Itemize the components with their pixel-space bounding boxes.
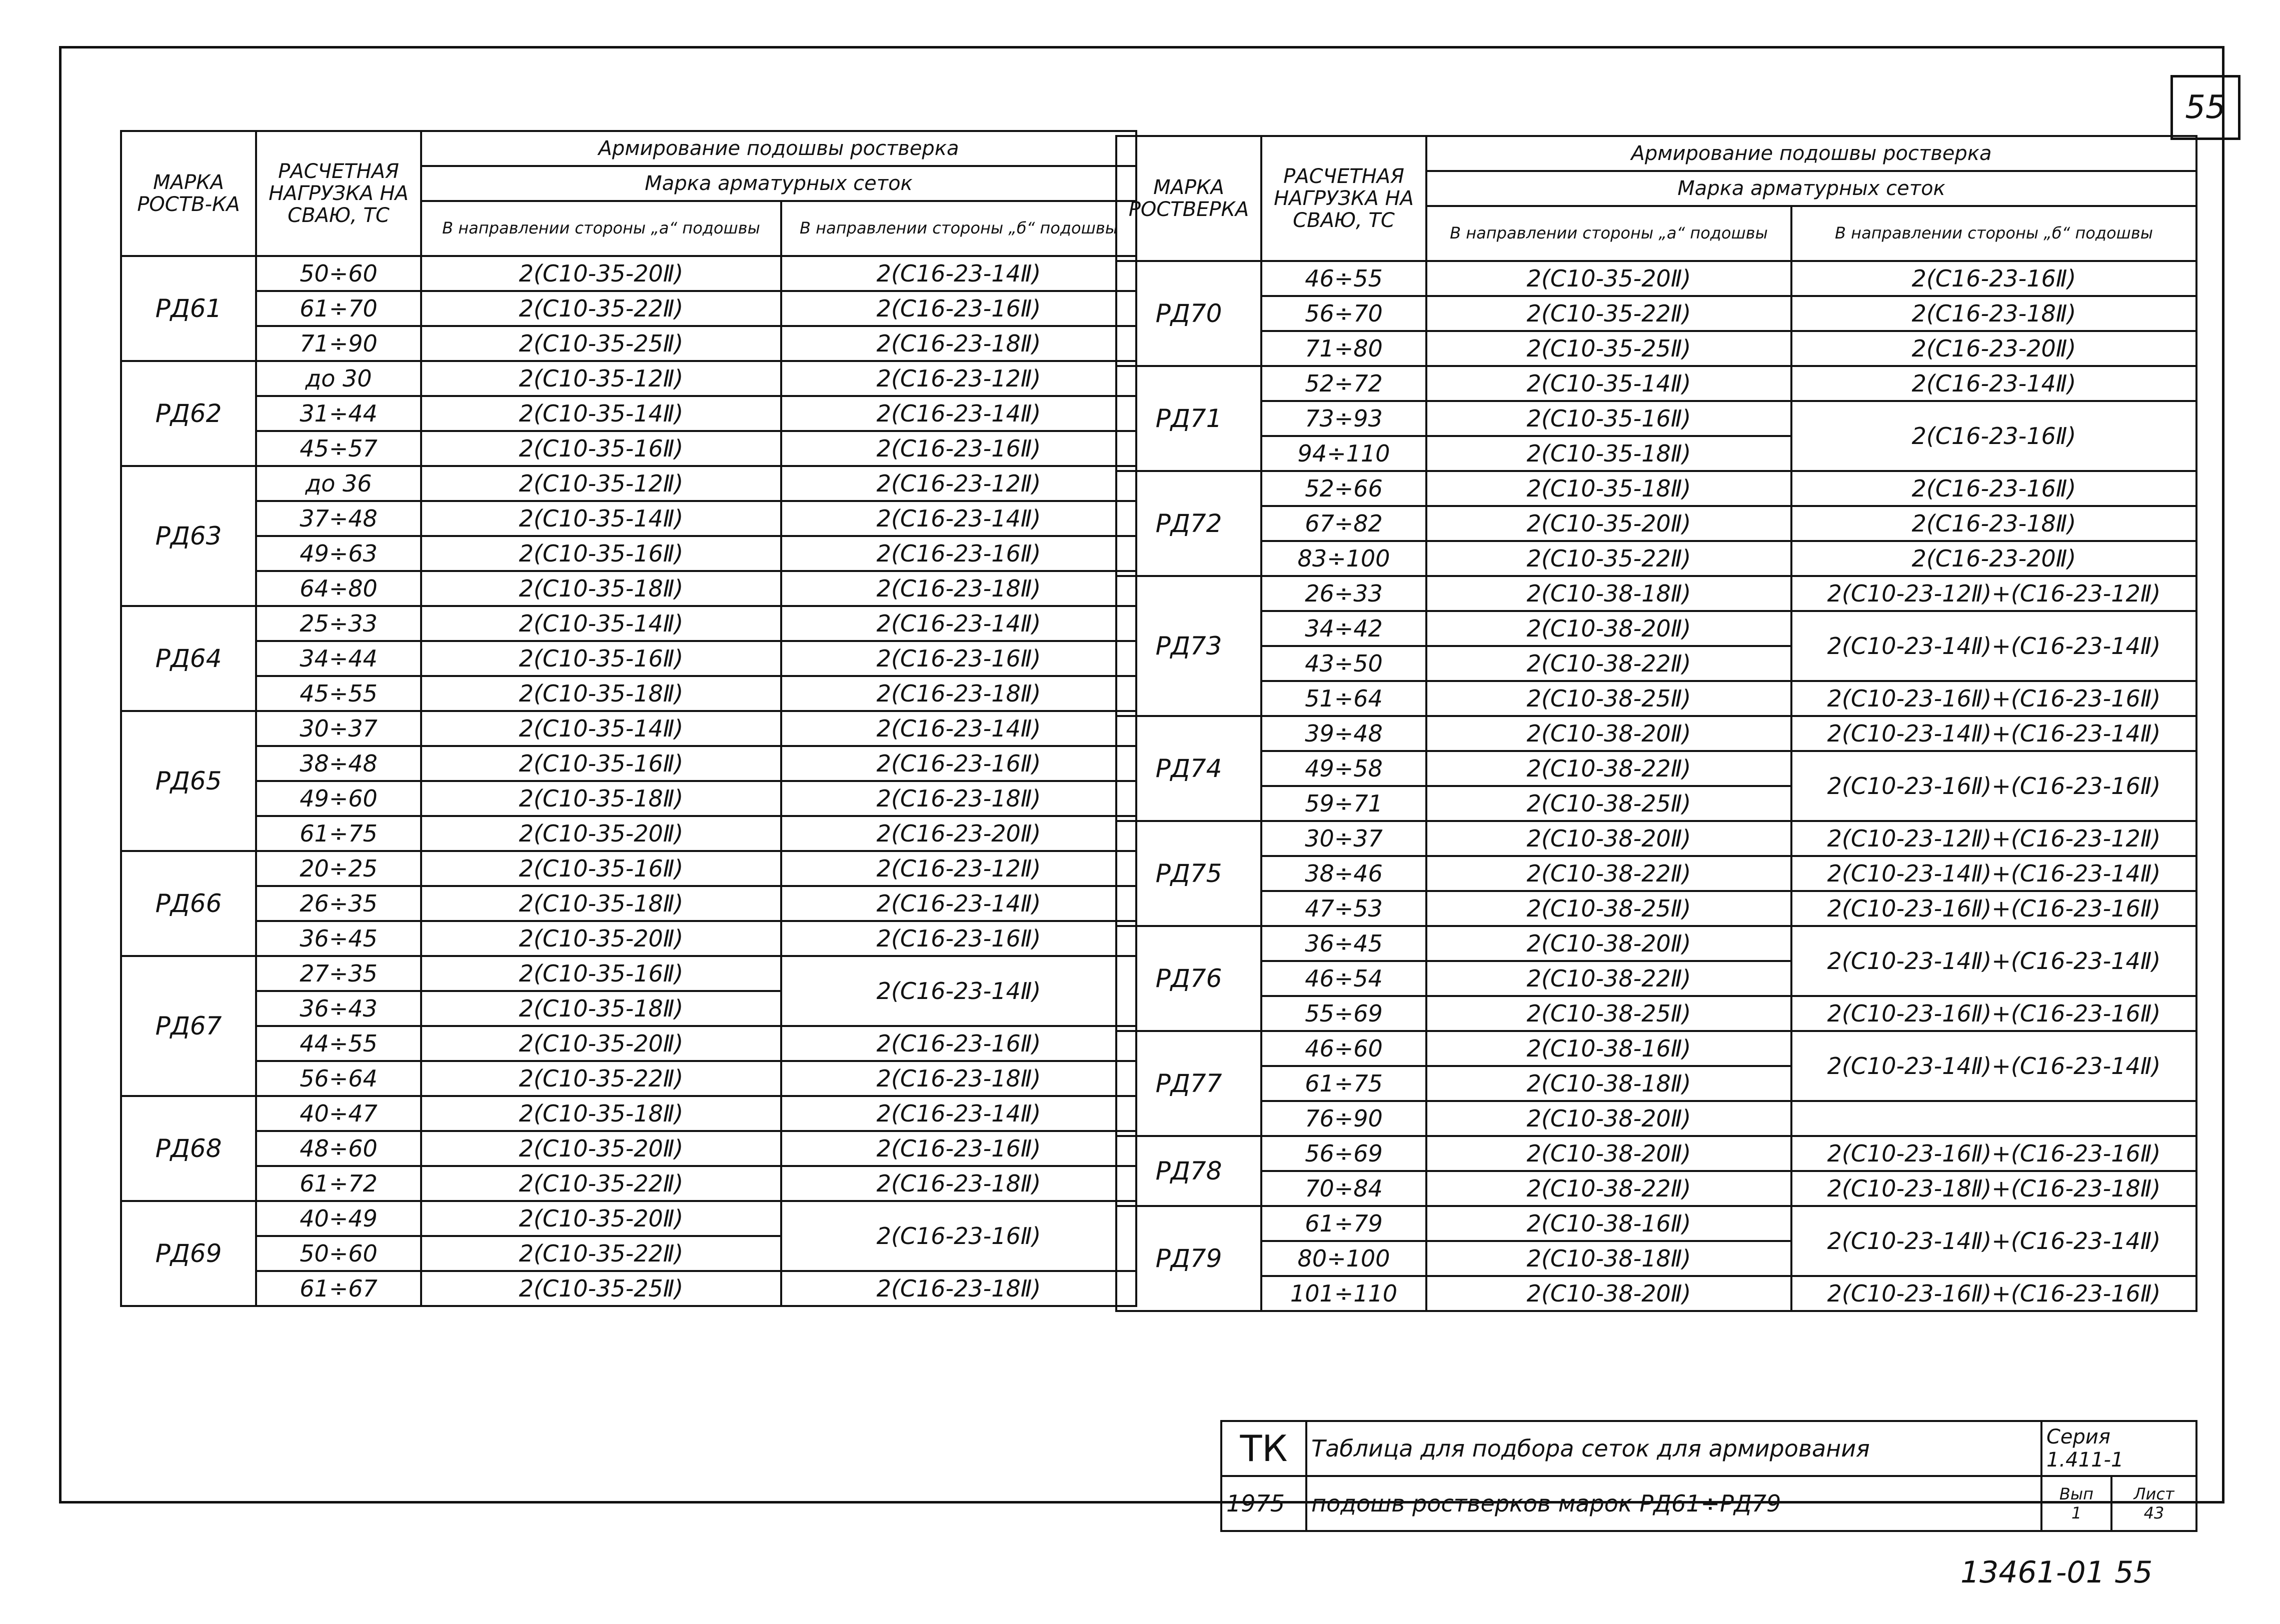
mark-cell: РД79 — [1116, 1206, 1261, 1311]
mesh-b-cell: 2(С16-23-16Ⅱ) — [781, 641, 1136, 676]
inventory-number: 13461-01 55 — [1960, 1555, 2153, 1590]
load-cell: 51÷64 — [1261, 681, 1426, 716]
mesh-b-cell: 2(С10-23-14Ⅱ)+(С16-23-14Ⅱ) — [1791, 926, 2196, 996]
load-cell: 56÷69 — [1261, 1136, 1426, 1171]
mesh-a-cell: 2(С10-38-16Ⅱ) — [1426, 1031, 1791, 1066]
mesh-a-cell: 2(С10-35-18Ⅱ) — [421, 781, 781, 816]
load-cell: 50÷60 — [256, 256, 421, 291]
mesh-b-cell: 2(С10-23-16Ⅱ)+(С16-23-16Ⅱ) — [1791, 681, 2196, 716]
load-cell: 48÷60 — [256, 1131, 421, 1166]
load-cell: до 30 — [256, 361, 421, 396]
load-cell: 52÷66 — [1261, 471, 1426, 506]
sheet-cell — [2111, 1476, 2196, 1531]
mesh-a-cell: 2(С10-38-20Ⅱ) — [1426, 821, 1791, 856]
mesh-a-cell: 2(С10-35-20Ⅱ) — [1426, 506, 1791, 541]
mesh-a-cell: 2(С10-38-20Ⅱ) — [1426, 611, 1791, 646]
mesh-b-cell: 2(С16-23-16Ⅱ) — [781, 291, 1136, 326]
mesh-a-cell: 2(С10-35-25Ⅱ) — [421, 326, 781, 361]
mesh-b-cell: 2(С16-23-14Ⅱ) — [781, 606, 1136, 641]
load-cell: 43÷50 — [1261, 646, 1426, 681]
title-line-1: Таблица для подбора сеток для армирования — [1306, 1421, 2041, 1476]
load-cell: 49÷58 — [1261, 751, 1426, 786]
mesh-b-cell: 2(С10-23-16Ⅱ)+(С16-23-16Ⅱ) — [1791, 751, 2196, 821]
mesh-b-cell: 2(С10-23-14Ⅱ)+(С16-23-14Ⅱ) — [1791, 856, 2196, 891]
mesh-b-cell: 2(С10-23-14Ⅱ)+(С16-23-14Ⅱ) — [1791, 611, 2196, 681]
title-line-2: подошв ростверков марок РД61÷РД79 — [1306, 1476, 2041, 1531]
mark-cell: РД65 — [121, 711, 256, 851]
mesh-a-cell: 2(С10-35-12Ⅱ) — [421, 466, 781, 501]
series-cell — [2041, 1421, 2196, 1476]
mesh-a-cell: 2(С10-35-22Ⅱ) — [421, 1061, 781, 1096]
mark-cell: РД64 — [121, 606, 256, 711]
mesh-b-cell: 2(С16-23-16Ⅱ) — [1791, 471, 2196, 506]
mesh-a-cell: 2(С10-35-20Ⅱ) — [421, 1026, 781, 1061]
mesh-b-cell: 2(С16-23-16Ⅱ) — [781, 746, 1136, 781]
mesh-a-cell: 2(С10-38-20Ⅱ) — [1426, 1276, 1791, 1311]
mesh-a-cell: 2(С10-35-14Ⅱ) — [421, 606, 781, 641]
mesh-a-cell: 2(С10-35-12Ⅱ) — [421, 361, 781, 396]
mesh-b-cell: 2(С16-23-14Ⅱ) — [781, 501, 1136, 536]
mesh-b-cell: 2(С10-23-14Ⅱ)+(С16-23-14Ⅱ) — [1791, 1031, 2196, 1101]
issue-number: 1 — [2071, 1504, 2082, 1522]
mesh-a-cell: 2(С10-35-16Ⅱ) — [421, 641, 781, 676]
mesh-b-cell — [1791, 1101, 2196, 1136]
mesh-a-cell: 2(С10-38-20Ⅱ) — [1426, 1101, 1791, 1136]
mesh-b-cell: 2(С16-23-14Ⅱ) — [781, 711, 1136, 746]
load-cell: 80÷100 — [1261, 1241, 1426, 1276]
mesh-a-cell: 2(С10-38-16Ⅱ) — [1426, 1206, 1791, 1241]
mesh-b-cell: 2(С16-23-12Ⅱ) — [781, 361, 1136, 396]
mesh-b-cell: 2(С16-23-18Ⅱ) — [1791, 296, 2196, 331]
load-cell: 64÷80 — [256, 571, 421, 606]
load-cell: 73÷93 — [1261, 401, 1426, 436]
mark-cell: РД69 — [121, 1201, 256, 1306]
mark-cell: РД74 — [1116, 716, 1261, 821]
mesh-a-cell: 2(С10-35-20Ⅱ) — [421, 256, 781, 291]
load-cell: 20÷25 — [256, 851, 421, 886]
mesh-b-cell: 2(С10-23-14Ⅱ)+(С16-23-14Ⅱ) — [1791, 1206, 2196, 1276]
load-cell: 76÷90 — [1261, 1101, 1426, 1136]
mark-cell: РД76 — [1116, 926, 1261, 1031]
load-cell: 83÷100 — [1261, 541, 1426, 576]
org-code: ТК — [1221, 1421, 1306, 1476]
header-dir-b: В направлении стороны „б“ подошвы — [1791, 206, 2196, 261]
series-label: Серия — [2046, 1426, 2110, 1448]
mesh-b-cell: 2(С10-23-16Ⅱ)+(С16-23-16Ⅱ) — [1791, 1276, 2196, 1311]
mesh-a-cell: 2(С10-35-20Ⅱ) — [1426, 261, 1791, 296]
load-cell: 44÷55 — [256, 1026, 421, 1061]
issue-cell — [2041, 1476, 2111, 1531]
mesh-a-cell: 2(С10-35-22Ⅱ) — [1426, 541, 1791, 576]
load-cell: 47÷53 — [1261, 891, 1426, 926]
mesh-a-cell: 2(С10-35-14Ⅱ) — [421, 396, 781, 431]
load-cell: 38÷46 — [1261, 856, 1426, 891]
right-table — [1115, 135, 2197, 1312]
mesh-a-cell: 2(С10-35-18Ⅱ) — [421, 1096, 781, 1131]
mark-cell: РД72 — [1116, 471, 1261, 576]
mesh-a-cell: 2(С10-35-16Ⅱ) — [1426, 401, 1791, 436]
load-cell: 61÷79 — [1261, 1206, 1426, 1241]
mesh-b-cell: 2(С16-23-20Ⅱ) — [1791, 541, 2196, 576]
load-cell: 50÷60 — [256, 1236, 421, 1271]
header-reinforcement: Армирование подошвы ростверка — [421, 131, 1136, 166]
load-cell: 67÷82 — [1261, 506, 1426, 541]
load-cell: 101÷110 — [1261, 1276, 1426, 1311]
mesh-b-cell: 2(С16-23-18Ⅱ) — [781, 676, 1136, 711]
mesh-a-cell: 2(С10-35-16Ⅱ) — [421, 851, 781, 886]
mesh-b-cell: 2(С16-23-18Ⅱ) — [781, 571, 1136, 606]
load-cell: 37÷48 — [256, 501, 421, 536]
mesh-a-cell: 2(С10-35-18Ⅱ) — [421, 571, 781, 606]
mesh-a-cell: 2(С10-35-20Ⅱ) — [421, 816, 781, 851]
mark-cell: РД67 — [121, 956, 256, 1096]
mesh-a-cell: 2(С10-35-18Ⅱ) — [421, 676, 781, 711]
mesh-a-cell: 2(С10-35-18Ⅱ) — [1426, 471, 1791, 506]
mesh-a-cell: 2(С10-35-14Ⅱ) — [421, 501, 781, 536]
mesh-a-cell: 2(С10-38-18Ⅱ) — [1426, 576, 1791, 611]
year: 1975 — [1221, 1476, 1306, 1531]
mesh-a-cell: 2(С10-38-22Ⅱ) — [1426, 961, 1791, 996]
mesh-a-cell: 2(С10-35-18Ⅱ) — [421, 886, 781, 921]
load-cell: 71÷80 — [1261, 331, 1426, 366]
mesh-b-cell: 2(С16-23-14Ⅱ) — [781, 956, 1136, 1026]
load-cell: 34÷42 — [1261, 611, 1426, 646]
header-mark: МАРКА РОСТВ-КА — [121, 131, 256, 256]
mark-cell: РД66 — [121, 851, 256, 956]
load-cell: 59÷71 — [1261, 786, 1426, 821]
mesh-a-cell: 2(С10-35-25Ⅱ) — [421, 1271, 781, 1306]
header-mark: МАРКА РОСТВЕРКА — [1116, 136, 1261, 261]
mark-cell: РД61 — [121, 256, 256, 361]
mesh-b-cell: 2(С16-23-16Ⅱ) — [781, 1201, 1136, 1271]
mesh-a-cell: 2(С10-35-22Ⅱ) — [421, 291, 781, 326]
mesh-a-cell: 2(С10-35-20Ⅱ) — [421, 1201, 781, 1236]
header-reinforcement: Армирование подошвы ростверка — [1426, 136, 2196, 171]
left-table — [120, 130, 1137, 1307]
load-cell: до 36 — [256, 466, 421, 501]
load-cell: 94÷110 — [1261, 436, 1426, 471]
mark-cell: РД68 — [121, 1096, 256, 1201]
mesh-a-cell: 2(С10-38-22Ⅱ) — [1426, 856, 1791, 891]
load-cell: 26÷33 — [1261, 576, 1426, 611]
load-cell: 61÷72 — [256, 1166, 421, 1201]
mark-cell: РД70 — [1116, 261, 1261, 366]
mesh-a-cell: 2(С10-38-20Ⅱ) — [1426, 716, 1791, 751]
mesh-b-cell: 2(С16-23-14Ⅱ) — [781, 1096, 1136, 1131]
mesh-b-cell: 2(С16-23-14Ⅱ) — [781, 396, 1136, 431]
load-cell: 46÷60 — [1261, 1031, 1426, 1066]
mesh-a-cell: 2(С10-35-16Ⅱ) — [421, 431, 781, 466]
load-cell: 36÷43 — [256, 991, 421, 1026]
mark-cell: РД75 — [1116, 821, 1261, 926]
mesh-b-cell: 2(С16-23-18Ⅱ) — [1791, 506, 2196, 541]
load-cell: 25÷33 — [256, 606, 421, 641]
header-load: РАСЧЕТНАЯ НАГРУЗКА НА СВАЮ, ТС — [1261, 136, 1426, 261]
mesh-b-cell: 2(С16-23-18Ⅱ) — [781, 1166, 1136, 1201]
header-dir-a: В направлении стороны „а“ подошвы — [1426, 206, 1791, 261]
title-block — [1220, 1420, 2197, 1532]
mesh-b-cell: 2(С16-23-20Ⅱ) — [781, 816, 1136, 851]
mesh-b-cell: 2(С16-23-14Ⅱ) — [781, 886, 1136, 921]
mesh-b-cell: 2(С16-23-16Ⅱ) — [781, 1131, 1136, 1166]
load-cell: 45÷55 — [256, 676, 421, 711]
mesh-b-cell: 2(С16-23-16Ⅱ) — [1791, 261, 2196, 296]
mesh-b-cell: 2(С16-23-20Ⅱ) — [1791, 331, 2196, 366]
issue-label: Вып — [2059, 1484, 2094, 1504]
mesh-b-cell: 2(С16-23-18Ⅱ) — [781, 781, 1136, 816]
mark-cell: РД78 — [1116, 1136, 1261, 1206]
load-cell: 70÷84 — [1261, 1171, 1426, 1206]
mesh-a-cell: 2(С10-35-25Ⅱ) — [1426, 331, 1791, 366]
mesh-a-cell: 2(С10-38-22Ⅱ) — [1426, 646, 1791, 681]
mesh-b-cell: 2(С16-23-14Ⅱ) — [1791, 366, 2196, 401]
mesh-a-cell: 2(С10-38-20Ⅱ) — [1426, 926, 1791, 961]
mesh-a-cell: 2(С10-38-22Ⅱ) — [1426, 1171, 1791, 1206]
load-cell: 40÷49 — [256, 1201, 421, 1236]
load-cell: 61÷75 — [256, 816, 421, 851]
mesh-b-cell: 2(С10-23-16Ⅱ)+(С16-23-16Ⅱ) — [1791, 996, 2196, 1031]
mesh-a-cell: 2(С10-35-16Ⅱ) — [421, 536, 781, 571]
mesh-a-cell: 2(С10-35-20Ⅱ) — [421, 921, 781, 956]
load-cell: 45÷57 — [256, 431, 421, 466]
mesh-b-cell: 2(С16-23-14Ⅱ) — [781, 256, 1136, 291]
mesh-a-cell: 2(С10-38-25Ⅱ) — [1426, 786, 1791, 821]
mesh-a-cell: 2(С10-35-18Ⅱ) — [421, 991, 781, 1026]
load-cell: 34÷44 — [256, 641, 421, 676]
mesh-b-cell: 2(С16-23-16Ⅱ) — [781, 921, 1136, 956]
mesh-b-cell: 2(С16-23-16Ⅱ) — [1791, 401, 2196, 471]
load-cell: 56÷70 — [1261, 296, 1426, 331]
load-cell: 40÷47 — [256, 1096, 421, 1131]
mesh-b-cell: 2(С16-23-18Ⅱ) — [781, 1271, 1136, 1306]
load-cell: 36÷45 — [256, 921, 421, 956]
mesh-a-cell: 2(С10-38-18Ⅱ) — [1426, 1066, 1791, 1101]
mark-cell: РД63 — [121, 466, 256, 606]
load-cell: 27÷35 — [256, 956, 421, 991]
mesh-a-cell: 2(С10-38-18Ⅱ) — [1426, 1241, 1791, 1276]
load-cell: 31÷44 — [256, 396, 421, 431]
mark-cell: РД62 — [121, 361, 256, 466]
mesh-b-cell: 2(С16-23-12Ⅱ) — [781, 466, 1136, 501]
mesh-b-cell: 2(С16-23-16Ⅱ) — [781, 1026, 1136, 1061]
mesh-a-cell: 2(С10-35-22Ⅱ) — [421, 1166, 781, 1201]
load-cell: 61÷75 — [1261, 1066, 1426, 1101]
mesh-a-cell: 2(С10-38-25Ⅱ) — [1426, 681, 1791, 716]
mesh-a-cell: 2(С10-38-25Ⅱ) — [1426, 996, 1791, 1031]
header-mesh-marks: Марка арматурных сеток — [421, 166, 1136, 201]
sheet-label: Лист — [2133, 1484, 2174, 1504]
mesh-b-cell: 2(С10-23-12Ⅱ)+(С16-23-12Ⅱ) — [1791, 821, 2196, 856]
load-cell: 61÷70 — [256, 291, 421, 326]
mesh-b-cell: 2(С16-23-16Ⅱ) — [781, 536, 1136, 571]
mesh-a-cell: 2(С10-35-22Ⅱ) — [1426, 296, 1791, 331]
mesh-b-cell: 2(С10-23-16Ⅱ)+(С16-23-16Ⅱ) — [1791, 1136, 2196, 1171]
load-cell: 26÷35 — [256, 886, 421, 921]
load-cell: 56÷64 — [256, 1061, 421, 1096]
header-mesh-marks: Марка арматурных сеток — [1426, 171, 2196, 206]
mesh-a-cell: 2(С10-35-22Ⅱ) — [421, 1236, 781, 1271]
load-cell: 46÷55 — [1261, 261, 1426, 296]
header-load: РАСЧЕТНАЯ НАГРУЗКА НА СВАЮ, ТС — [256, 131, 421, 256]
mesh-a-cell: 2(С10-35-20Ⅱ) — [421, 1131, 781, 1166]
load-cell: 30÷37 — [1261, 821, 1426, 856]
mesh-a-cell: 2(С10-38-25Ⅱ) — [1426, 891, 1791, 926]
mesh-b-cell: 2(С10-23-12Ⅱ)+(С16-23-12Ⅱ) — [1791, 576, 2196, 611]
load-cell: 39÷48 — [1261, 716, 1426, 751]
mesh-a-cell: 2(С10-35-14Ⅱ) — [1426, 366, 1791, 401]
mark-cell: РД77 — [1116, 1031, 1261, 1136]
load-cell: 52÷72 — [1261, 366, 1426, 401]
mesh-b-cell: 2(С16-23-12Ⅱ) — [781, 851, 1136, 886]
mesh-b-cell: 2(С10-23-18Ⅱ)+(С16-23-18Ⅱ) — [1791, 1171, 2196, 1206]
mesh-a-cell: 2(С10-35-16Ⅱ) — [421, 746, 781, 781]
load-cell: 71÷90 — [256, 326, 421, 361]
mesh-a-cell: 2(С10-35-16Ⅱ) — [421, 956, 781, 991]
mesh-b-cell: 2(С16-23-18Ⅱ) — [781, 326, 1136, 361]
mesh-b-cell: 2(С16-23-16Ⅱ) — [781, 431, 1136, 466]
header-dir-a: В направлении стороны „а“ подошвы — [421, 201, 781, 256]
load-cell: 49÷60 — [256, 781, 421, 816]
mesh-b-cell: 2(С16-23-18Ⅱ) — [781, 1061, 1136, 1096]
mark-cell: РД71 — [1116, 366, 1261, 471]
load-cell: 38÷48 — [256, 746, 421, 781]
load-cell: 55÷69 — [1261, 996, 1426, 1031]
header-dir-b: В направлении стороны „б“ подошвы — [781, 201, 1136, 256]
load-cell: 61÷67 — [256, 1271, 421, 1306]
series-number: 1.411-1 — [2046, 1448, 2124, 1472]
mesh-a-cell: 2(С10-35-18Ⅱ) — [1426, 436, 1791, 471]
mark-cell: РД73 — [1116, 576, 1261, 716]
load-cell: 49÷63 — [256, 536, 421, 571]
mesh-b-cell: 2(С10-23-14Ⅱ)+(С16-23-14Ⅱ) — [1791, 716, 2196, 751]
mesh-b-cell: 2(С10-23-16Ⅱ)+(С16-23-16Ⅱ) — [1791, 891, 2196, 926]
mesh-a-cell: 2(С10-38-20Ⅱ) — [1426, 1136, 1791, 1171]
load-cell: 46÷54 — [1261, 961, 1426, 996]
sheet-number: 43 — [2143, 1504, 2164, 1522]
load-cell: 36÷45 — [1261, 926, 1426, 961]
mesh-a-cell: 2(С10-35-14Ⅱ) — [421, 711, 781, 746]
load-cell: 30÷37 — [256, 711, 421, 746]
page-number: 55 — [2170, 75, 2240, 140]
mesh-a-cell: 2(С10-38-22Ⅱ) — [1426, 751, 1791, 786]
